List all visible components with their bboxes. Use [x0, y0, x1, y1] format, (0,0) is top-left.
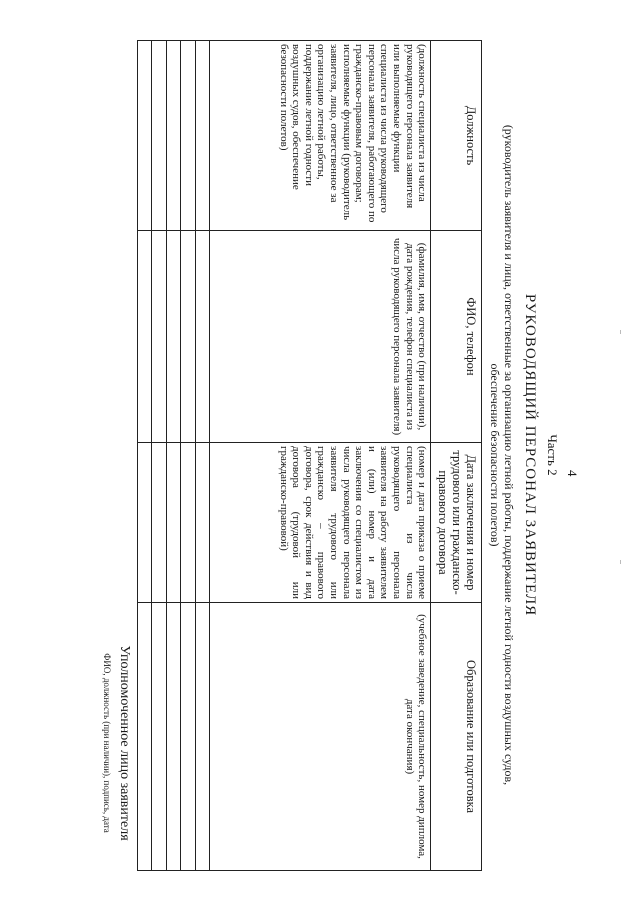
header-name-phone: ФИО, телефон [431, 231, 482, 443]
table-cell[interactable] [138, 603, 152, 871]
table-cell[interactable] [152, 603, 166, 871]
desc-contract: (номер и дата приказа о приеме специалиста из числа руководящего персонала заявителя на работу заявителем и (или) номер и дата заключения со специалистом из числа руководящего персонала заявителя трудового или гражданско – правового договора, срок действия и вид договора (трудовой или гражданско-правовой) [209, 443, 430, 603]
table-cell[interactable] [152, 231, 166, 443]
scan-artifact [620, 560, 621, 564]
page-title: РУКОВОДЯЩИЙ ПЕРСОНАЛ ЗАЯВИТЕЛЯ [522, 293, 538, 617]
signature-caption: ФИО, должность (при наличии), подпись, дата [102, 653, 112, 833]
table-cell[interactable] [166, 231, 180, 443]
table-cell[interactable] [152, 443, 166, 603]
table-cell[interactable] [166, 443, 180, 603]
table-cell[interactable] [138, 231, 152, 443]
header-contract: Дата заключения и номер трудового или гражданско-правового договора [431, 443, 482, 603]
page-number: 4 [565, 470, 580, 477]
table-cell[interactable] [138, 443, 152, 603]
table-cell[interactable] [195, 41, 209, 231]
table-cell[interactable] [138, 41, 152, 231]
desc-position: (должность специалиста из числа руководящего персонала заявителя или выполняемые функции специалиста из числа руководящего персонала заявителя, работающего по гражданско-правовым договорам; исполняемые функции (руководитель заявителя, лицо, ответственное за организацию летной работы, поддержание летной годности воздушных судов, обеспечение безопасности полетов) [209, 41, 430, 231]
table-description-row [209, 41, 430, 871]
table-cell[interactable] [181, 603, 195, 871]
table-row [195, 41, 209, 871]
table-row [152, 41, 166, 871]
page-subtitle: (руководитель заявителя и лица, ответственные за организацию летной работы, поддержание летной годности воздушных судов, обеспечение безопасности полетов) [488, 124, 516, 786]
table-row [181, 41, 195, 871]
table-row [138, 41, 152, 871]
part-label: Часть 2 [545, 434, 560, 476]
authorized-person-title: Уполномоченное лицо заявителя [117, 645, 132, 841]
table-cell[interactable] [195, 603, 209, 871]
table-cell[interactable] [181, 231, 195, 443]
authorized-person-block [102, 618, 132, 868]
table-cell[interactable] [195, 231, 209, 443]
desc-education: (учебное заведение, специальность, номер диплома, дата окончания) [209, 603, 430, 871]
personnel-table [137, 40, 482, 870]
table-cell[interactable] [166, 603, 180, 871]
header-position: Должность [431, 41, 482, 231]
header-education: Образование или подготовка [431, 603, 482, 871]
table-row [166, 41, 180, 871]
scan-artifact [620, 330, 621, 334]
document-frame [102, 40, 560, 870]
table-cell[interactable] [181, 41, 195, 231]
table-cell[interactable] [181, 443, 195, 603]
desc-name-phone: (фамилия, имя, отчество (при наличии), дата рождения, телефон специалиста из числа руководящего персонала заявителя) [209, 231, 430, 443]
table-header-row [431, 41, 482, 871]
table-cell[interactable] [195, 443, 209, 603]
table-cell[interactable] [152, 41, 166, 231]
table-cell[interactable] [166, 41, 180, 231]
